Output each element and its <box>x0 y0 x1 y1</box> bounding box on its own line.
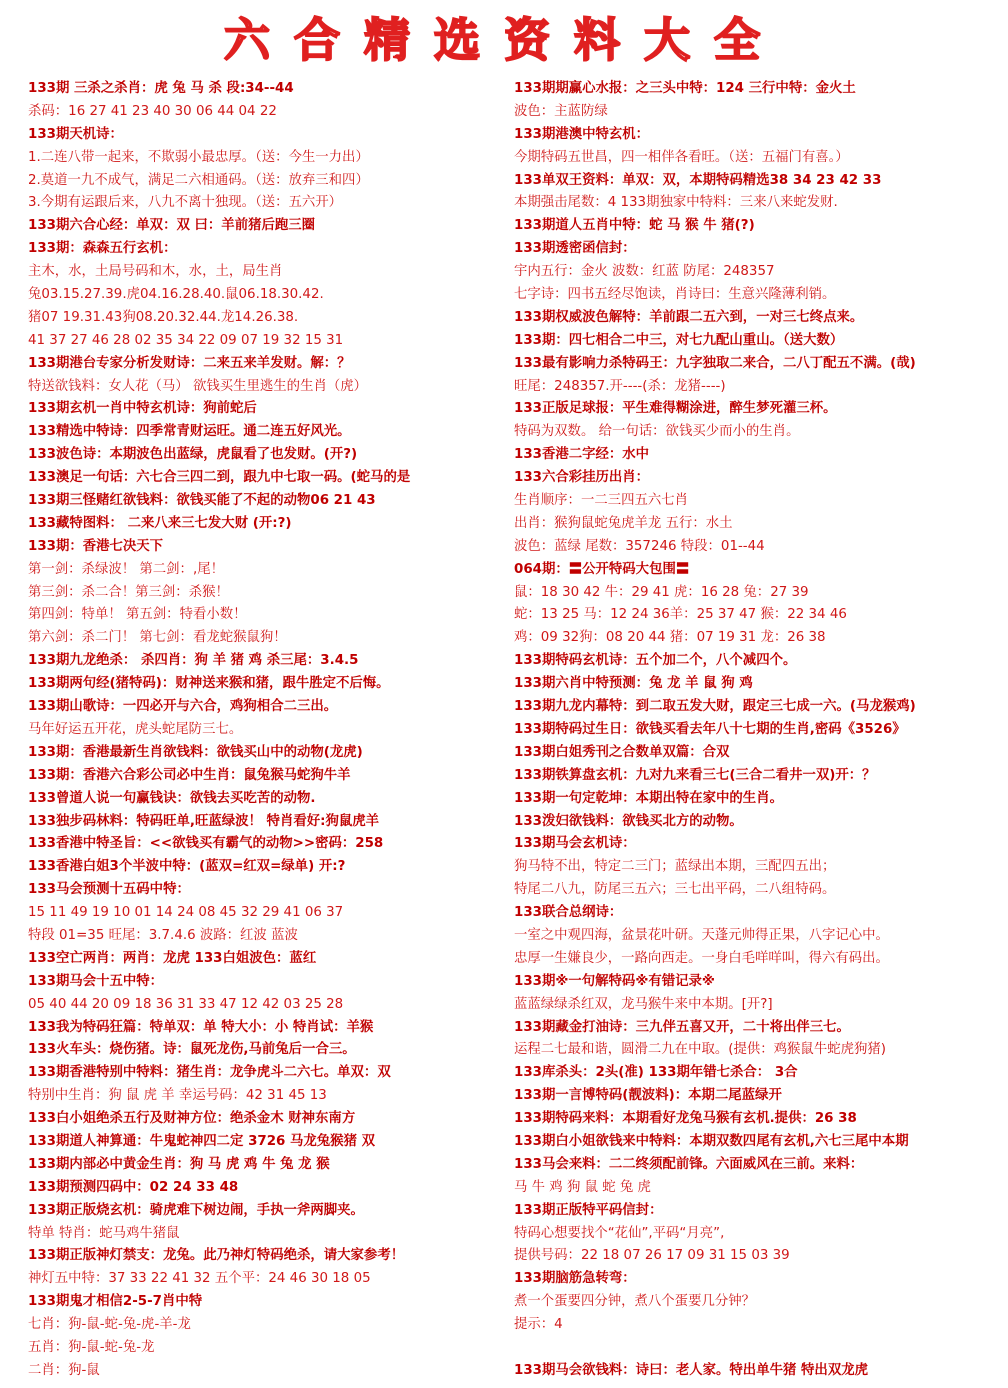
section-heading: 133期马会十五中特： <box>28 973 164 989</box>
content-line: 七肖：狗-鼠-蛇-兔-虎-羊-龙 <box>28 1317 191 1333</box>
content-line: 狗马特不出，特定二三门；蓝绿出本期，三配四五出； <box>514 859 836 875</box>
page-title <box>0 6 1008 68</box>
content-line: 特尾二八九，防尾三五六；三七出平码，二八组特码。 <box>514 882 836 898</box>
section-heading: 133期：四七相合二中三，对七九配山重山。（送大数） <box>514 332 844 348</box>
content-line: 特单 特肖：蛇马鸡牛猪鼠 <box>28 1225 180 1241</box>
section-heading: 133期内部必中黄金生肖：狗 马 虎 鸡 牛 兔 龙 猴 <box>28 1156 330 1172</box>
content-line: 神灯五中特：37 33 22 41 32 五个平：24 46 30 18 05 <box>28 1271 371 1287</box>
section-heading: 133六合彩挂历出肖： <box>514 470 650 486</box>
content-line: 忠厚一生嫌良少，一路向西走。一身白毛咩咩叫，得六有码出。 <box>514 950 889 966</box>
section-heading: 133期港澳中特玄机： <box>514 126 650 142</box>
section-heading: 133期特码过生日：欲钱买看去年八十七期的生肖,密码《3526》 <box>514 721 906 737</box>
section-heading: 133香港二字经：水中 <box>514 447 650 463</box>
section-heading: 133曾道人说一句赢钱诀：欲钱去买吃苦的动物. <box>28 790 316 806</box>
section-heading: 133期特码来料：本期看好龙兔马猴有玄机.提供：26 38 <box>514 1111 857 1127</box>
section-heading: 133期道人神算通：牛鬼蛇神四二定 3726 马龙兔猴猪 双 <box>28 1133 376 1149</box>
content-line: 波色：蓝绿 尾数：357246 特段：01--44 <box>514 538 765 554</box>
content-line: 运程二七最和谐，圆滑二九在中取。(提供：鸡猴鼠牛蛇虎狗猪) <box>514 1042 886 1058</box>
content-line <box>514 1337 1004 1360</box>
content-line: 七字诗：四书五经尽饱读，肖诗曰：生意兴隆薄利销。 <box>514 287 836 303</box>
content-line: 旺尾：248357.开----(杀：龙猪----) <box>514 378 726 394</box>
content-line: 41 37 27 46 28 02 35 34 22 09 07 19 32 15 31 <box>28 332 344 348</box>
section-heading: 133马会来料：二二终须配前锋。六面威风在三前。来料： <box>514 1156 864 1172</box>
content-line: 今期特码五世昌，四一相伴各看旺。（送：五福门有喜。） <box>514 149 849 165</box>
section-heading: 133火车头：烧伤猪。诗：鼠死龙伤,马前兔后一合三。 <box>28 1042 356 1058</box>
section-heading: 133库杀头：2头(准) 133期年错七杀合： 3合 <box>514 1065 798 1081</box>
right-column <box>514 78 1004 1383</box>
section-heading: 133独步码林料：特码旺单,旺蓝绿波！ 特肖看好:狗鼠虎羊 <box>28 813 380 829</box>
content-line: 兔03.15.27.39.虎04.16.28.40.鼠06.18.30.42. <box>28 287 324 303</box>
section-heading: 133期马会玄机诗： <box>514 836 636 852</box>
content-line: 1.二连八带一起来，不欺弱小最忠厚。（送：今生一力出） <box>28 149 369 165</box>
section-heading: 133期藏金打油诗：三九伴五喜又开，二十将出伴三七。 <box>514 1019 850 1035</box>
content-line: 二肖：狗-鼠 <box>28 1362 100 1378</box>
section-heading: 133期六肖中特预测：兔 龙 羊 鼠 狗 鸡 <box>514 676 753 692</box>
section-heading: 133白小姐绝杀五行及财神方位：绝杀金木 财神东南方 <box>28 1111 356 1127</box>
section-heading: 133空亡两肖：两肖：龙虎 133白姐波色：蓝红 <box>28 950 317 966</box>
content-line: 波色：主蓝防绿 <box>514 103 608 119</box>
section-heading: 133期期赢心水报：之三头中特：124 三行中特：金火土 <box>514 81 856 96</box>
section-heading: 133期透密函信封： <box>514 241 636 257</box>
content-line: 杀码：16 27 41 23 40 30 06 44 04 22 <box>28 103 277 119</box>
section-heading: 133正版足球报：平生难得糊涂进，醉生梦死灌三杯。 <box>514 401 837 417</box>
content-line: 2.莫道一九不成气，满足二六相通码。（送：放弃三和四） <box>28 172 369 188</box>
section-heading: 133期特码玄机诗：五个加二个，八个减四个。 <box>514 653 797 669</box>
section-heading: 133精选中特诗：四季常青财运旺。通二连五好风光。 <box>28 424 351 440</box>
section-heading: 133澳足一句话：六七合三四二到，跟九中七取一码。(蛇马的是 <box>28 470 411 486</box>
section-heading: 133期白姐秀刊之合数单双篇：合双 <box>514 744 730 760</box>
section-heading: 133期权威波色解特：羊前跟二五六到，一对三七终点来。 <box>514 309 864 325</box>
section-heading: 133联合总纲诗： <box>514 905 623 921</box>
content-line: 特送欲钱料：女人花（马） 欲钱买生里逃生的生肖（虎） <box>28 378 368 394</box>
section-heading: 133香港白姐3个半波中特：(蓝双=红双=绿单) 开:? <box>28 859 346 875</box>
section-heading: 133期一句定乾坤：本期出特在家中的生肖。 <box>514 790 783 806</box>
content-line: 鸡：09 32狗：08 20 44 猪：07 19 31 龙：26 38 <box>514 630 826 646</box>
section-heading: 133期山歌诗：一四必开与六合，鸡狗相合二三出。 <box>28 699 338 715</box>
content-line: 提供号码：22 18 07 26 17 09 31 15 03 39 <box>514 1248 790 1264</box>
content-line: 第四剑：特单！ 第五剑：特看小数！ <box>28 607 247 623</box>
page-title-text: 六合精选资料大全 <box>224 13 784 67</box>
section-heading: 133期三怪赌红欲钱料：欲钱买能了不起的动物06 21 43 <box>28 493 376 509</box>
content-line: 特码心想要找个“花仙”,平码“月亮”, <box>514 1225 725 1241</box>
content-line: 第六剑：杀二门！ 第七剑：看龙蛇猴鼠狗！ <box>28 630 287 646</box>
section-heading: 133期脑筋急转弯： <box>514 1271 636 1287</box>
section-heading: 133期港台专家分析发财诗：二来五来羊发财。解：？ <box>28 355 351 371</box>
content-line: 猪07 19.31.43狗08.20.32.44.龙14.26.38. <box>28 309 299 325</box>
content-line: 特别中生肖：狗 鼠 虎 羊 幸运号码：42 31 45 13 <box>28 1088 327 1104</box>
content-line: 特码为双数。 给一句话：欲钱买少而小的生肖。 <box>514 424 800 440</box>
section-heading: 133期香港特别中特料：猪生肖：龙争虎斗二六七。单双：双 <box>28 1065 391 1081</box>
section-heading: 133香港中特圣旨：<<欲钱买有霸气的动物>>密码：258 <box>28 836 384 852</box>
section-heading: 133期九龙绝杀： 杀四肖：狗 羊 猪 鸡 杀三尾：3.4.5 <box>28 653 359 669</box>
section-heading: 133期正版特平码信封： <box>514 1202 663 1218</box>
section-heading: 133期六合心经：单双：双 曰：羊前猪后跑三圈 <box>28 218 316 234</box>
section-heading: 133波色诗：本期波色出蓝绿，虎鼠看了也发财。(开?) <box>28 447 358 463</box>
section-heading: 133期白小姐欲钱来中特料：本期双数四尾有玄机,六七三尾中本期 <box>514 1133 909 1149</box>
section-heading: 133期铁算盘玄机：九对九来看三七(三合二看井一双)开：？ <box>514 767 876 783</box>
content-line: 第三剑：杀二合！第三剑：杀猴！ <box>28 584 229 600</box>
content-line: 提示：4 <box>514 1317 563 1333</box>
section-heading: 133期玄机一肖中特玄机诗：狗前蛇后 <box>28 401 257 417</box>
left-column <box>28 78 518 1383</box>
content-line: 马 牛 鸡 狗 鼠 蛇 兔 虎 <box>514 1179 651 1195</box>
section-heading: 133期两句经(猪特码)：财神送来猴和猪，跟牛胜定不后悔。 <box>28 676 390 692</box>
content-line: 蛇：13 25 马：12 24 36羊：25 37 47 猴：22 34 46 <box>514 607 847 623</box>
section-heading: 133期：香港七决天下 <box>28 538 164 554</box>
section-heading: 133马会预测十五码中特： <box>28 882 190 898</box>
section-heading: 133期※一句解特码※有错记录※ <box>514 973 715 989</box>
section-heading: 133我为特码狂篇：特单双：单 特大小：小 特肖试：羊猴 <box>28 1019 374 1035</box>
section-heading: 133期 三杀之杀肖：虎 兔 马 杀 段:34--44 <box>28 81 294 96</box>
content-line: 一室之中观四海，盆景花叶研。天蓬元帅得正果，八字记心中。 <box>514 927 889 943</box>
content-line: 特段 01=35 旺尾：3.7.4.6 波路：红波 蓝波 <box>28 927 298 943</box>
section-heading: 133期：香港六合彩公司必中生肖：鼠兔猴马蛇狗牛羊 <box>28 767 351 783</box>
section-heading: 133最有影响力杀特码王：九字独取二来合，二八丁配五不满。(哉) <box>514 355 916 371</box>
section-heading: 133期正版神灯禁支：龙兔。此乃神灯特码绝杀，请大家参考！ <box>28 1248 405 1264</box>
section-heading: 064期：〓公开特码大包围〓 <box>514 561 690 577</box>
section-heading: 133期道人五肖中特：蛇 马 猴 牛 猪(?) <box>514 218 755 234</box>
section-heading: 133期：香港最新生肖欲钱料：欲钱买山中的动物(龙虎) <box>28 744 363 760</box>
section-heading: 133期预测四码中：02 24 33 48 <box>28 1179 239 1195</box>
section-heading: 133期鬼才相信2-5-7肖中特 <box>28 1294 203 1310</box>
content-line: 05 40 44 20 09 18 36 31 33 47 12 42 03 25 28 <box>28 996 344 1012</box>
content-line: 3.今期有运跟后来，八九不离十独现。（送：五六开） <box>28 195 343 211</box>
content-line: 本期强击尾数：4 133期独家中特料：三来八来蛇发财. <box>514 195 838 211</box>
content-line: 15 11 49 19 10 01 14 24 08 45 32 29 41 06 37 <box>28 905 344 921</box>
section-heading: 133期天机诗： <box>28 126 123 142</box>
content-line: 马年好运五开花，虎头蛇尾防三七。 <box>28 721 243 737</box>
section-heading: 133泼妇欲钱料：欲钱买北方的动物。 <box>514 813 743 829</box>
section-heading: 133单双王资料：单双：双，本期特码精选38 34 23 42 33 <box>514 172 882 188</box>
content-line: 煮一个蛋要四分钟，煮八个蛋要几分钟？ <box>514 1294 756 1310</box>
content-line: 主木，水，土局号码和木，水，土，局生肖 <box>28 264 283 280</box>
content-line: 宇内五行：金火 波数：红蓝 防尾：248357 <box>514 264 775 280</box>
section-heading: 133期马会欲钱料：诗曰：老人家。特出单牛猪 特出双龙虎 <box>514 1362 868 1378</box>
content-line: 五肖：狗-鼠-蛇-兔-龙 <box>28 1339 155 1355</box>
section-heading: 133期九龙内幕特：到二取五发大财，跟定三七成一六。(马龙猴鸡) <box>514 699 916 715</box>
section-heading: 133藏特图料： 二来八来三七发大财 (开:?) <box>28 515 292 531</box>
section-heading: 133期正版烧玄机：骑虎难下树边闹，手执一斧两脚夹。 <box>28 1202 364 1218</box>
content-line: 鼠：18 30 42 牛：29 41 虎：16 28 兔：27 39 <box>514 584 809 600</box>
content-line: 生肖顺序：一二三四五六七肖 <box>514 493 689 509</box>
section-heading: 133期一言博特码(靓波料)：本期二尾蓝绿开 <box>514 1088 782 1104</box>
section-heading: 133期：森森五行玄机： <box>28 241 177 257</box>
content-line: 出肖：猴狗鼠蛇兔虎羊龙 五行：水土 <box>514 515 733 531</box>
content-line: 蓝蓝绿绿杀红双，龙马猴牛来中本期。[开?] <box>514 996 773 1012</box>
content-line: 第一剑：杀绿波！ 第二剑：,尾！ <box>28 561 224 577</box>
